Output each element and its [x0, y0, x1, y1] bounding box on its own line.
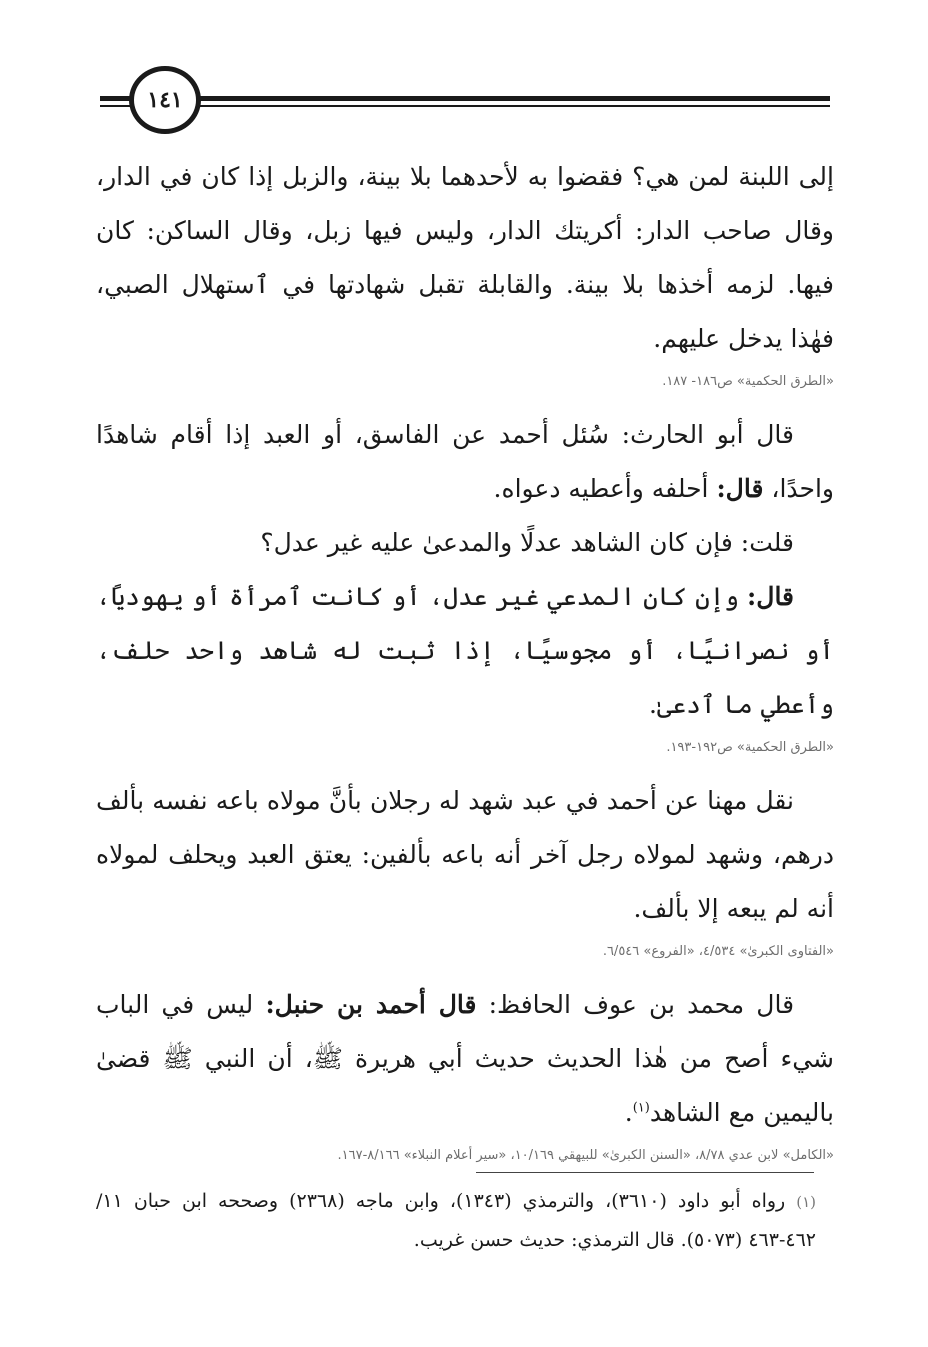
page-number-badge	[129, 66, 201, 134]
source-citation-4: «الكامل» لابن عدي ٨/٧٨، «السنن الكبرىٰ» للبيهقي ١٠/١٦٩، «سير أعلام النبلاء» ٨/١٦٦-١٦٧.	[337, 1148, 834, 1163]
page-number: ١٤١	[147, 87, 183, 113]
footnote-text: رواه أبو داود (٣٦١٠)، والترمذي (١٣٤٣)، وابن ماجه (٢٣٦٨) وصححه ابن حبان ١١/ ٤٦٢-٤٦٣ (٥٠٧٣). قال الترمذي: حديث حسن غريب.	[96, 1190, 816, 1251]
paragraph-2-text: قال أبو الحارث: سُئل أحمد عن الفاسق، أو العبد إذا أقام شاهدًا واحدًا،	[96, 420, 834, 503]
source-citation-3: «الفتاوى الكبرىٰ» ٤/٥٣٤، «الفروع» ٦/٥٤٦.	[602, 944, 834, 959]
footnote-marker: (١)	[796, 1193, 816, 1211]
paragraph-6	[96, 978, 834, 1140]
page-body	[96, 150, 834, 1182]
paragraph-1: إلى اللبنة لمن هي؟ فقضوا به لأحدهما بلا بينة، والزبل إذا كان في الدار، وقال صاحب الدار: أكريتك الدار، وليس فيها زبل، وقال الساكن: كان فيها. لزمه أخذها بلا بينة. والقابلة تقبل شهادتها في ٱستهلال الصبي، فهٰذا يدخل عليهم.	[96, 162, 834, 353]
header-rule-left-thin	[100, 105, 132, 107]
footnote-divider	[476, 1172, 814, 1173]
paragraph-5: نقل مهنا عن أحمد في عبد شهد له رجلان بأنَّ مولاه باعه نفسه بألف درهم، وشهد لمولاه رجل آخر أنه باعه بألفين: يعتق العبد ويحلف لمولاه أنه لم يبعه إلا بألف.	[96, 786, 834, 923]
source-citation-1: «الطرق الحكمية» ص١٨٦- ١٨٧.	[662, 374, 834, 389]
footnotes	[96, 1182, 816, 1259]
paragraph-4-bold: قال:	[747, 582, 795, 611]
paragraph-2	[96, 408, 834, 516]
header-rule-right	[200, 96, 830, 101]
paragraph-4-text: وإن كان المدعي غير عدل، أو كانت ٱمرأة أو يهوديًا، أو نصرانيًا، أو مجوسيًا، إذا ثبت له شاهد واحد حلف، وأعطي ما ٱدعىٰ.	[96, 582, 834, 719]
source-citation-2: «الطرق الحكمية» ص١٩٢-١٩٣.	[666, 740, 834, 755]
footnote-reference[interactable]: (١)	[632, 1100, 650, 1116]
header-rule-left	[100, 96, 132, 101]
paragraph-6-end: .	[624, 1098, 633, 1127]
page-header	[0, 0, 928, 140]
header-rule-right-thin	[200, 105, 830, 107]
paragraph-6-text: ليس في الباب شيء أصح من هٰذا الحديث حديث أبي هريرة ﷺ، أن النبي ﷺ قضىٰ باليمين مع الشاهد	[96, 990, 834, 1127]
paragraph-2-tail: أحلفه وأعطيه دعواه.	[493, 474, 709, 503]
paragraph-6-bold: قال أحمد بن حنبل:	[265, 990, 477, 1019]
paragraph-4	[96, 570, 834, 732]
paragraph-3: قلت: فإن كان الشاهد عدلًا والمدعىٰ عليه غير عدل؟	[260, 528, 794, 557]
paragraph-6-lead: قال محمد بن عوف الحافظ:	[488, 990, 795, 1019]
paragraph-2-bold: قال:	[716, 474, 764, 503]
